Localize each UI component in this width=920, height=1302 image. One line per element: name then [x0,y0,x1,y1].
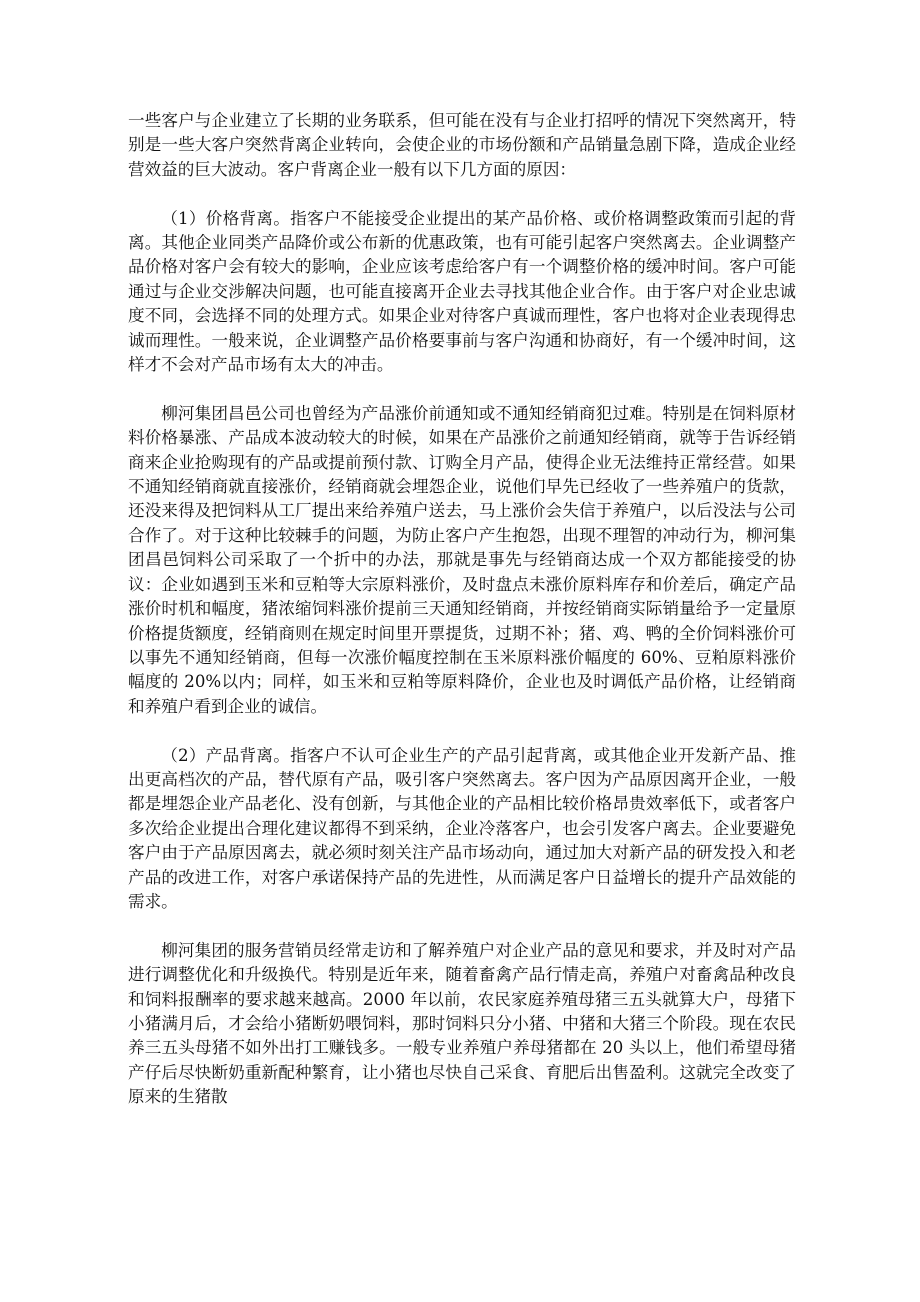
paragraph-liuhe-price-case: 柳河集团昌邑公司也曾经为产品涨价前通知或不通知经销商犯过难。特别是在饲料原材料价格暴涨、产品成本波动较大的时候，如果在产品涨价之前通知经销商，就等于告诉经销商来企业抢购现有的产品或提前预付款、订购全月产品，使得企业无法维持正常经营。如果不通知经销商就直接涨价，经销商就会埋怨企业，说他们早先已经收了一些养殖户的货款，还没来得及把饲料从工厂提出来给养殖户送去，马上涨价会失信于养殖户，以后没法与公司合作了。对于这种比较棘手的问题，为防止客户产生抱怨，出现不理智的冲动行为，柳河集团昌邑饲料公司采取了一个折中的办法，那就是事先与经销商达成一个双方都能接受的协议：企业如遇到玉米和豆粕等大宗原料涨价，及时盘点未涨价原料库存和价差后，确定产品涨价时机和幅度，猪浓缩饲料涨价提前三天通知经销商，并按经销商实际销量给予一定量原价格提货额度，经销商则在规定时间里开票提货，过期不补；猪、鸡、鸭的全价饲料涨价可以事先不通知经销商，但每一次涨价幅度控制在玉米原料涨价幅度的 60%、豆粕原料涨价幅度的 20%以内；同样，如玉米和豆粕等原料降价，企业也及时调低产品价格，让经销商和养殖户看到企业的诚信。 [128,403,796,716]
document-page [128,109,796,1134]
paragraph-liuhe-product-case: 柳河集团的服务营销员经常走访和了解养殖户对企业产品的意见和要求，并及时对产品进行调整优化和升级换代。特别是近年来，随着畜禽产品行情走高，养殖户对畜禽品种改良和饲料报酬率的要求越来越高。2000 年以前，农民家庭养殖母猪三五头就算大户，母猪下小猪满月后，才会给小猪断奶喂饲料，那时饲料只分小猪、中猪和大猪三个阶段。现在农民养三五头母猪不如外出打工赚钱多。一般专业养殖户养母猪都在 20 头以上，他们希望母猪产仔后尽快断奶重新配种繁育，让小猪也尽快自己采食、育肥后出售盈利。这就完全改变了原来的生猪散 [128,940,796,1107]
paragraph-price-departure: （1）价格背离。指客户不能接受企业提出的某产品价格、或价格调整政策而引起的背离。其他企业同类产品降价或公布新的优惠政策，也有可能引起客户突然离去。企业调整产品价格对客户会有较大的影响，企业应该考虑给客户有一个调整价格的缓冲时间。客户可能通过与企业交涉解决问题，也可能直接离开企业去寻找其他企业合作。由于客户对企业忠诚度不同，会选择不同的处理方式。如果企业对待客户真诚而理性，客户也将对企业表现得忠诚而理性。一般来说，企业调整产品价格要事前与客户沟通和协商好，有一个缓冲时间，这样才不会对产品市场有太大的冲击。 [128,208,796,375]
paragraph-customer-departure-intro: 一些客户与企业建立了长期的业务联系，但可能在没有与企业打招呼的情况下突然离开，特别是一些大客户突然背离企业转向，会使企业的市场份额和产品销量急剧下降，造成企业经营效益的巨大波动。客户背离企业一般有以下几方面的原因： [128,111,796,179]
paragraph-product-departure: （2）产品背离。指客户不认可企业生产的产品引起背离，或其他企业开发新产品、推出更高档次的产品，替代原有产品，吸引客户突然离去。客户因为产品原因离开企业，一般都是埋怨企业产品老化、没有创新，与其他企业的产品相比较价格昂贵效率低下，或者客户多次给企业提出合理化建议都得不到采纳，企业冷落客户，也会引发客户离去。企业要避免客户由于产品原因离去，就必须时刻关注产品市场动向，通过加大对新产品的研发投入和老产品的改进工作，对客户承诺保持产品的先进性，从而满足客户日益增长的提升产品效能的需求。 [128,745,796,911]
